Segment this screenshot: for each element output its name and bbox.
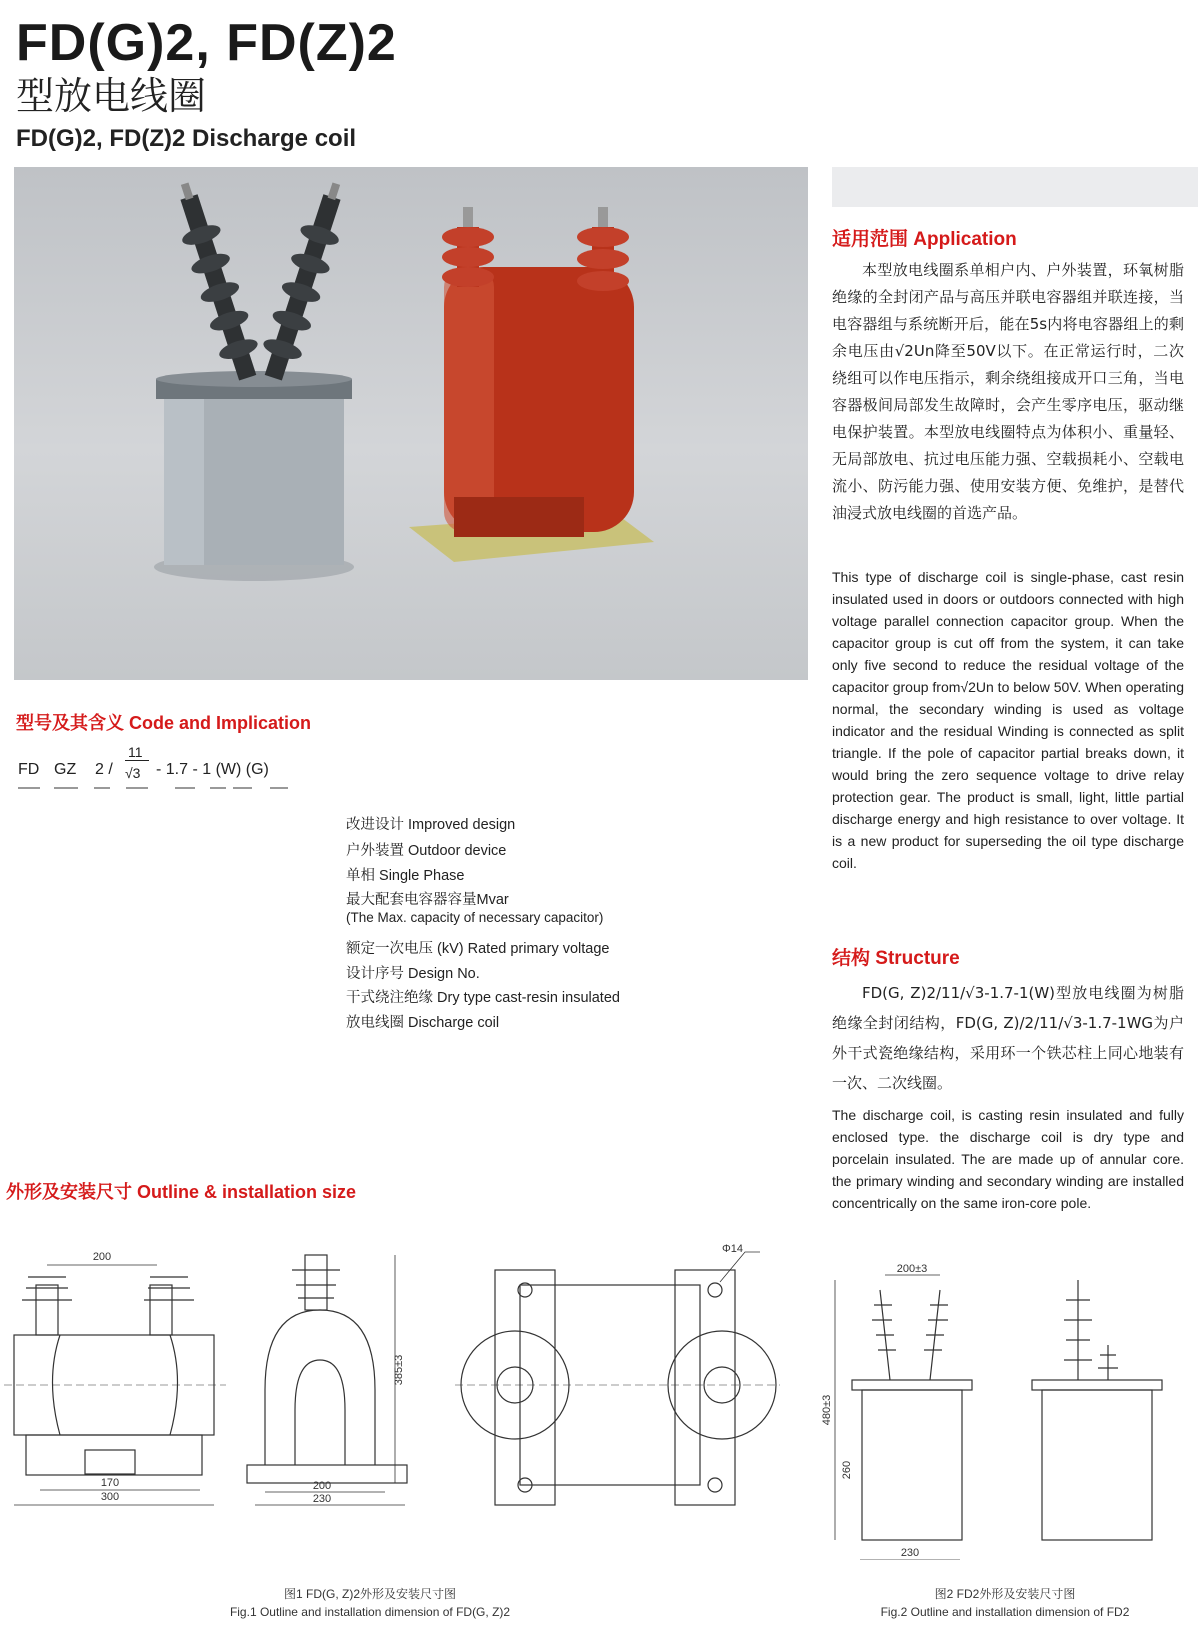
- dim-fig1-side-b2: 230: [312, 1493, 332, 1505]
- outline-heading: 外形及安装尺寸 Outline & installation size: [6, 1182, 357, 1202]
- fig1-drawing: [0, 1230, 800, 1530]
- dim-fig1-side-h: 385±3: [393, 1354, 405, 1386]
- fig1-caption-cn: 图1 FD(G, Z)2外形及安装尺寸图: [283, 1587, 456, 1601]
- dim-fig1-side-b1: 200: [312, 1480, 332, 1492]
- code-label-outdoor-device: 户外装置 Outdoor device: [346, 843, 507, 859]
- product-photo: [14, 167, 808, 680]
- code-leader-lines: [0, 780, 360, 1040]
- fig2-drawing: [820, 1260, 1200, 1560]
- code-part-num: 11: [128, 744, 143, 760]
- code-label-single-phase: 单相 Single Phase: [346, 868, 465, 884]
- code-label-max-capacity: 最大配套电容器容量Mvar: [346, 892, 509, 908]
- code-label-discharge-coil: 放电线圈 Discharge coil: [346, 1015, 500, 1031]
- page-subtitle-cn: 型放电线圈: [16, 74, 207, 118]
- fig2-caption-en: Fig.2 Outline and installation dimension of FD2: [880, 1605, 1130, 1619]
- structure-heading: 结构 Structure: [832, 948, 960, 969]
- code-part-rest: - 1.7 - 1 (W) (G): [156, 761, 269, 778]
- fraction-bar: [125, 760, 149, 761]
- code-label-rated-voltage: 额定一次电压 (kV) Rated primary voltage: [346, 941, 610, 957]
- dim-fig2-b: 230: [900, 1547, 920, 1559]
- code-part-2: 2 /: [95, 761, 113, 778]
- dim-fig2-h: 480±3: [821, 1394, 833, 1426]
- dim-fig1-top: 200: [92, 1251, 112, 1263]
- dim-fig2-h2: 260: [841, 1460, 853, 1480]
- structure-cn-text: FD(G, Z)2/11/√3-1.7-1(W)型放电线圈为树脂绝缘全封闭结构，FD(G, Z)/2/11/√3-1.7-1WG为户外干式瓷绝缘结构，采用环一个铁芯柱上同心地装有一次、二次线圈。: [832, 984, 1184, 1092]
- code-label-max-capacity-en: (The Max. capacity of necessary capacitor): [346, 910, 604, 925]
- grey-discharge-coil: [154, 178, 355, 581]
- code-label-improved-design: 改进设计 Improved design: [346, 817, 516, 833]
- red-discharge-coil: [409, 207, 654, 562]
- code-part-gz: GZ: [54, 761, 77, 778]
- code-part-fd: FD: [18, 761, 40, 778]
- fig2-caption-cn: 图2 FD2外形及安装尺寸图: [934, 1587, 1076, 1601]
- application-heading: 适用范围 Application: [832, 229, 1017, 250]
- code-part-den: √3: [125, 765, 141, 781]
- code-label-dry-type: 干式绕注绝缘 Dry type cast-resin insulated: [346, 990, 620, 1006]
- code-label-design-no: 设计序号 Design No.: [346, 966, 480, 982]
- page-subtitle-en: FD(G)2, FD(Z)2 Discharge coil: [16, 125, 357, 152]
- dim-fig1-bot1: 170: [100, 1477, 120, 1489]
- product-photo-illustration: [14, 167, 808, 680]
- dim-fig2-top: 200±3: [896, 1263, 928, 1275]
- code-heading: 型号及其含义 Code and Implication: [16, 713, 312, 733]
- structure-en-text: The discharge coil, is casting resin insulated and fully enclosed type. the discharge coil is dry type and porcelain insulated. The are made up of annular core. the primary winding and secondary winding are installed concentrically on the same iron-core pole.: [832, 1107, 1184, 1211]
- dim-fig1-bot2: 300: [100, 1491, 120, 1503]
- fig1-caption-en: Fig.1 Outline and installation dimension of FD(G, Z)2: [229, 1605, 511, 1619]
- dim-phi: Φ14: [722, 1243, 744, 1255]
- page-title: FD(G)2, FD(Z)2: [16, 14, 397, 72]
- application-en-text: This type of discharge coil is single-phase, cast resin insulated used in doors or outdoors connected with high voltage parallel connection capacitor group. When the capacitor group is cut off from the system, it can take only five second to reduce the residual voltage of the capacitor group from√2Un to below 50V. When operating normal, the secondary winding is used as voltage indicator and the residual Winding is connected as split triangle. If the pole of capacitor partial breaks down, it would bring the zero sequence voltage to drive relay protection gear. The product is small, light, little partial discharge energy and high resistance to over voltage. It is a new product for superseding the oil type discharge coil.: [832, 569, 1184, 871]
- decorative-bar: [832, 167, 1198, 207]
- application-cn-text: 本型放电线圈系单相户内、户外装置，环氧树脂绝缘的全封闭产品与高压并联电容器组并联连接，当电容器组与系统断开后，能在5s内将电容器组上的剩余电压由√2Un降至50V以下。在正常运行时，二次绕组可以作电压指示，剩余绕组接成开口三角，当电容器极间局部发生故障时，会产生零序电压，驱动继电保护装置。本型放电线圈特点为体积小、重量轻、无局部放电、抗过电压能力强、空载损耗小、空载电流小、防污能力强、使用安装方便、免维护，是替代油浸式放电线圈的首选产品。: [832, 261, 1184, 522]
